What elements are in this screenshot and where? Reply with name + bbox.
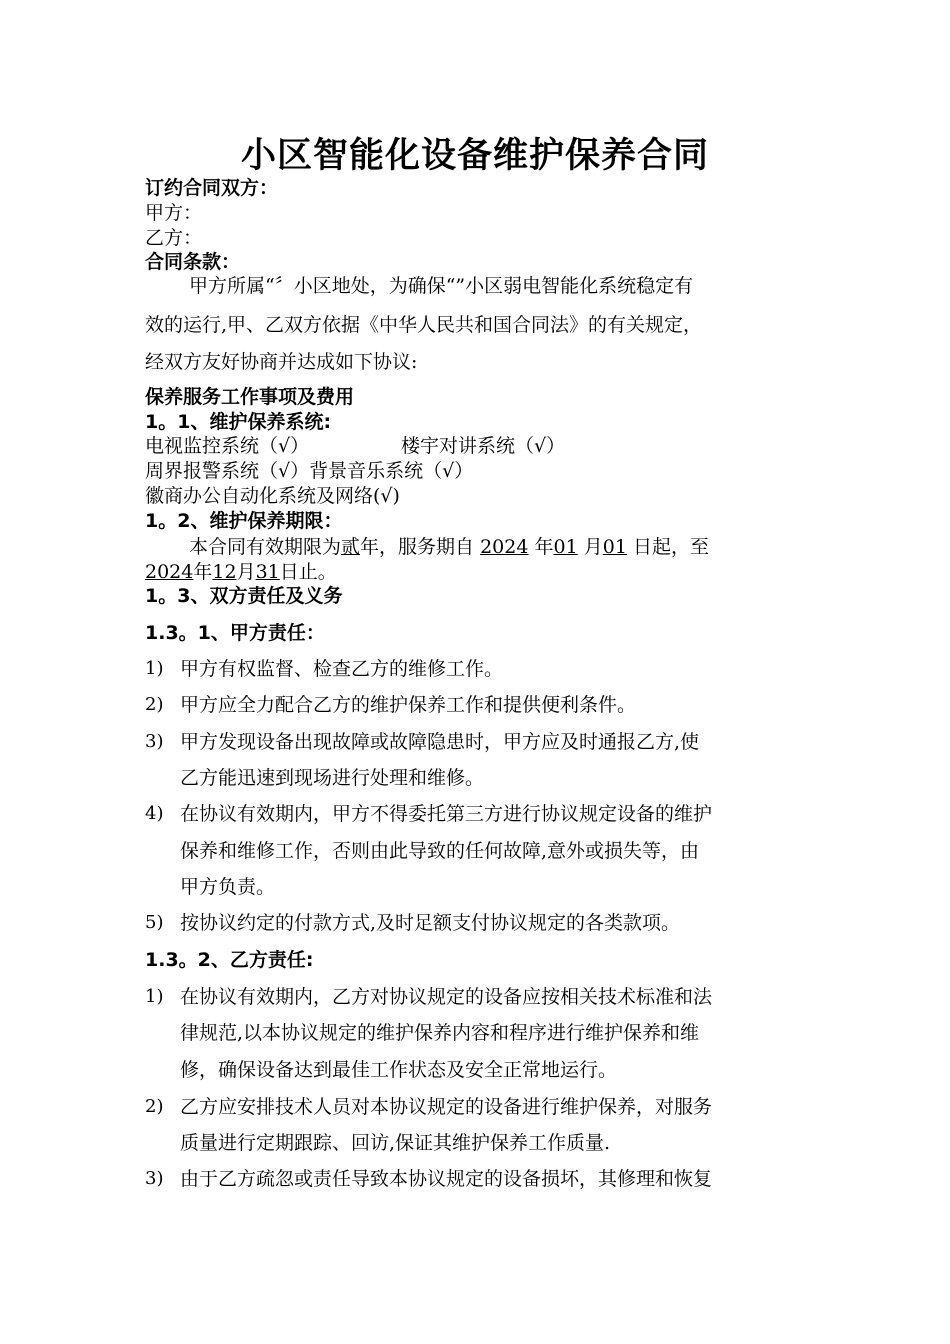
party-b-duties-heading: 1.3。2、乙方责任: [145, 949, 314, 971]
a-item-num: 3) [145, 731, 164, 752]
month-label-2: 月 [236, 561, 256, 583]
intro-line-2: 效的运行,甲、乙双方依据《中华人民共和国合同法》的有关规定， [145, 314, 703, 336]
b-item-num: 2) [145, 1096, 164, 1117]
a-item-3-line-2: 乙方能迅速到现场进行处理和维修。 [180, 767, 485, 789]
term-text-4: 日止。 [279, 561, 337, 583]
a-item-2-line: 甲方应全力配合乙方的维护保养工作和提供便利条件。 [180, 694, 637, 716]
parties-heading: 订约合同双方： [145, 177, 279, 199]
party-a-label: 甲方： [145, 202, 203, 224]
month-label: 月 [583, 536, 603, 558]
intro-line-1: 甲方所属“〞小区地处，为确保“”小区弱电智能化系统稳定有 [189, 275, 694, 297]
term-text-3: 日起，至 [633, 536, 710, 558]
section-1-heading: 保养服务工作事项及费用 [145, 386, 355, 408]
systems-row-3: 徽商办公自动化系统及网络(√) [145, 485, 400, 507]
a-item-3-line-1: 甲方发现设备出现故障或故障隐患时，甲方应及时通报乙方,使 [180, 731, 700, 753]
party-b-label: 乙方： [145, 227, 203, 249]
b-item-1-line-1: 在协议有效期内，乙方对协议规定的设备应按相关技术标准和法 [180, 986, 713, 1008]
b-item-1-line-2: 律规范,以本协议规定的维护保养内容和程序进行维护保养和维 [180, 1022, 700, 1044]
section-1-3-heading: 1。3、双方责任及义务 [145, 585, 343, 607]
a-item-num: 4) [145, 803, 164, 824]
a-item-5-line: 按协议约定的付款方式,及时足额支付协议规定的各类款项。 [180, 912, 681, 934]
year-label: 年 [534, 536, 554, 558]
term-text-1: 本合同有效期限为 [189, 536, 342, 558]
section-1-2-heading: 1。2、维护保养期限： [145, 510, 343, 532]
a-item-4-line-1: 在协议有效期内，甲方不得委托第三方进行协议规定设备的维护 [180, 803, 713, 825]
a-item-4-line-3: 甲方负责。 [180, 876, 276, 898]
terms-heading: 合同条款： [145, 251, 241, 273]
b-item-num: 1) [145, 986, 164, 1007]
systems-row-2: 周界报警系统（√）背景音乐系统（√） [145, 460, 474, 482]
b-item-2-line-1: 乙方应安排技术人员对本协议规定的设备进行维护保养，对服务 [180, 1096, 713, 1118]
a-item-num: 1) [145, 658, 164, 679]
document-title: 小区智能化设备维护保养合同 [240, 136, 709, 176]
system-cctv: 电视监控系统（√） [145, 435, 310, 457]
section-1-1-heading: 1。1、维护保养系统: [145, 411, 332, 433]
start-year: 2024 [480, 536, 529, 558]
term-line-1 [189, 535, 709, 559]
end-year: 2024 [145, 561, 194, 583]
b-item-2-line-2: 质量进行定期跟踪、回访,保证其维护保养工作质量. [180, 1132, 611, 1154]
end-day: 31 [255, 561, 280, 583]
term-line-2 [145, 560, 337, 584]
b-item-3-line-1: 由于乙方疏忽或责任导致本协议规定的设备损坏，其修理和恢复 [180, 1168, 713, 1190]
year-label-2: 年 [193, 561, 213, 583]
a-item-num: 5) [145, 912, 164, 933]
end-month: 12 [212, 561, 237, 583]
start-month: 01 [553, 536, 578, 558]
term-text-2: 年，服务期自 [360, 536, 475, 558]
term-years: 贰 [341, 536, 361, 558]
party-a-duties-heading: 1.3。1、甲方责任： [145, 622, 325, 644]
a-item-num: 2) [145, 694, 164, 715]
system-intercom: 楼宇对讲系统（√） [401, 435, 566, 457]
start-day: 01 [602, 536, 627, 558]
intro-line-3: 经双方友好协商并达成如下协议: [145, 351, 418, 373]
a-item-1-line: 甲方有权监督、检查乙方的维修工作。 [180, 658, 504, 680]
a-item-4-line-2: 保养和维修工作，否则由此导致的任何故障,意外或损失等，由 [180, 840, 700, 862]
b-item-1-line-3: 修，确保设备达到最佳工作状态及安全正常地运行。 [180, 1059, 618, 1081]
b-item-num: 3) [145, 1168, 164, 1189]
